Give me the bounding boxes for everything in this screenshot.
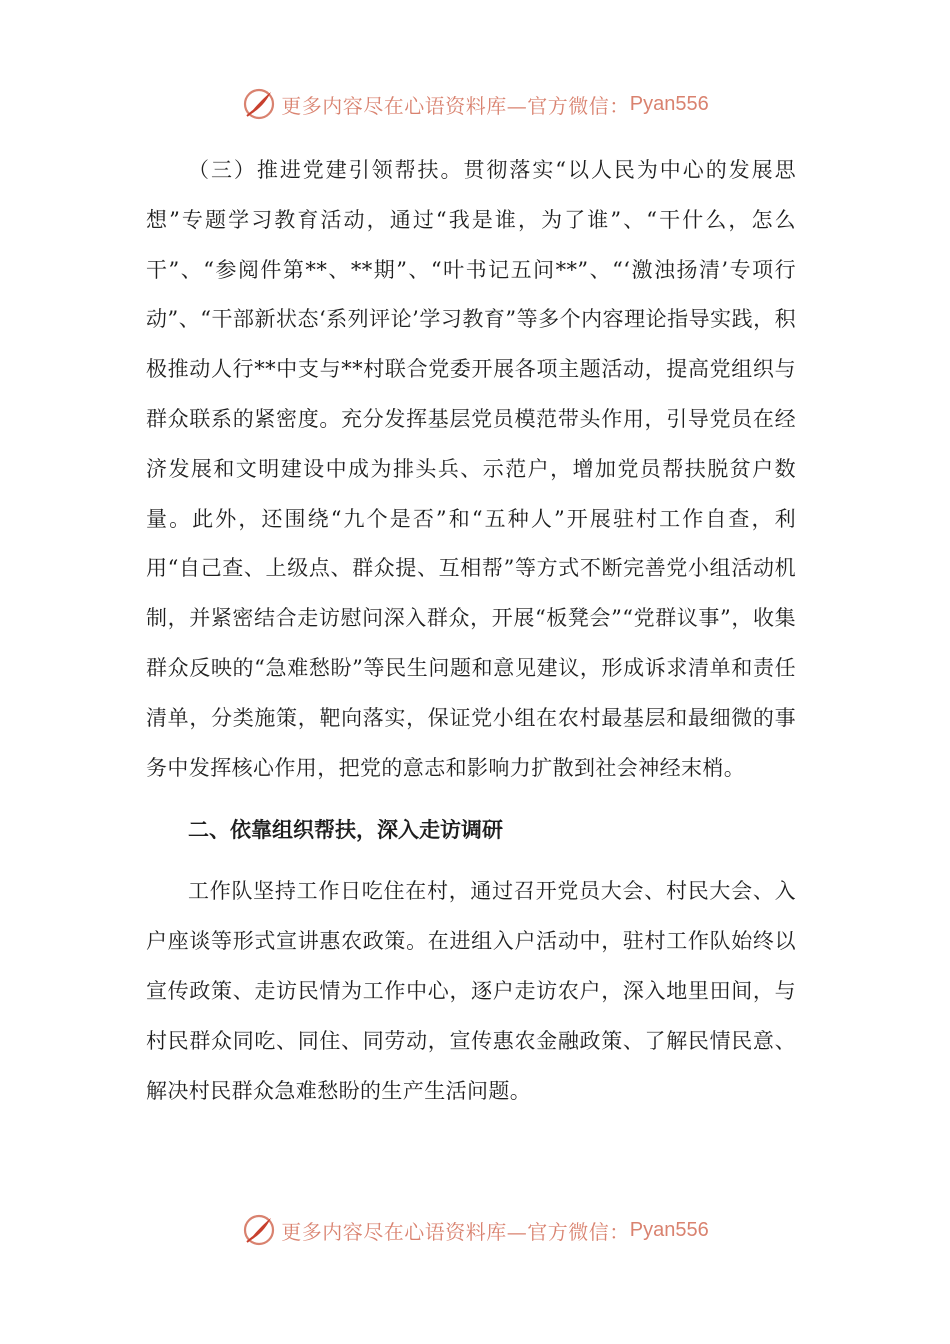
paragraph-party-building: （三）推进党建引领帮扶。贯彻落实“以人民为中心的发展思想”专题学习教育活动，通过“我是谁，为了谁”、“干什么，怎么干”、“参阅件第**、**期”、“叶书记五问**”、“‘激浊扬清’专项行动”、“干部新状态‘系列评论’学习教育”等多个内容理论指导实践，积极推动人行**中支与**村联合党委开展各项主题活动，提高党组织与群众联系的紧密度。充分发挥基层党员模范带头作用，引导党员在经济发展和文明建设中成为排头兵、示范户，增加党员帮扶脱贫户数量。此外，还围绕“九个是否”和“五种人”开展驻村工作自查，利用“自己查、上级点、群众提、互相帮”等方式不断完善党小组活动机制，并紧密结合走访慰问深入群众，开展“板凳会”“党群议事”，收集群众反映的“急难愁盼”等民生问题和意见建议，形成诉求清单和责任清单，分类施策，靶向落实，保证党小组在农村最基层和最细微的事务中发挥核心作用，把党的意志和影响力扩散到社会神经末梢。: [146, 158, 796, 780]
quill-pen-circle-icon: [241, 1212, 277, 1248]
document-body: [146, 146, 796, 1116]
header-banner: [0, 82, 950, 126]
section-heading: 二、依靠组织帮扶，深入走访调研: [188, 818, 503, 843]
quill-pen-circle-icon: [241, 86, 277, 122]
banner-text: 更多内容尽在心语资料库—官方微信：: [281, 93, 630, 118]
footer-banner: [0, 1208, 950, 1252]
paragraph-field-visits: 工作队坚持工作日吃住在村，通过召开党员大会、村民大会、入户座谈等形式宣讲惠农政策。在进组入户活动中，驻村工作队始终以宣传政策、走访民情为工作中心，逐户走访农户，深入地里田间，与村民群众同吃、同住、同劳动，宣传惠农金融政策、了解民情民意、解决村民群众急难愁盼的生产生活问题。: [146, 879, 796, 1103]
banner-text: 更多内容尽在心语资料库—官方微信：: [281, 1219, 630, 1244]
banner-wechat-id: Pyan556: [629, 92, 709, 115]
banner-wechat-id: Pyan556: [629, 1218, 709, 1241]
